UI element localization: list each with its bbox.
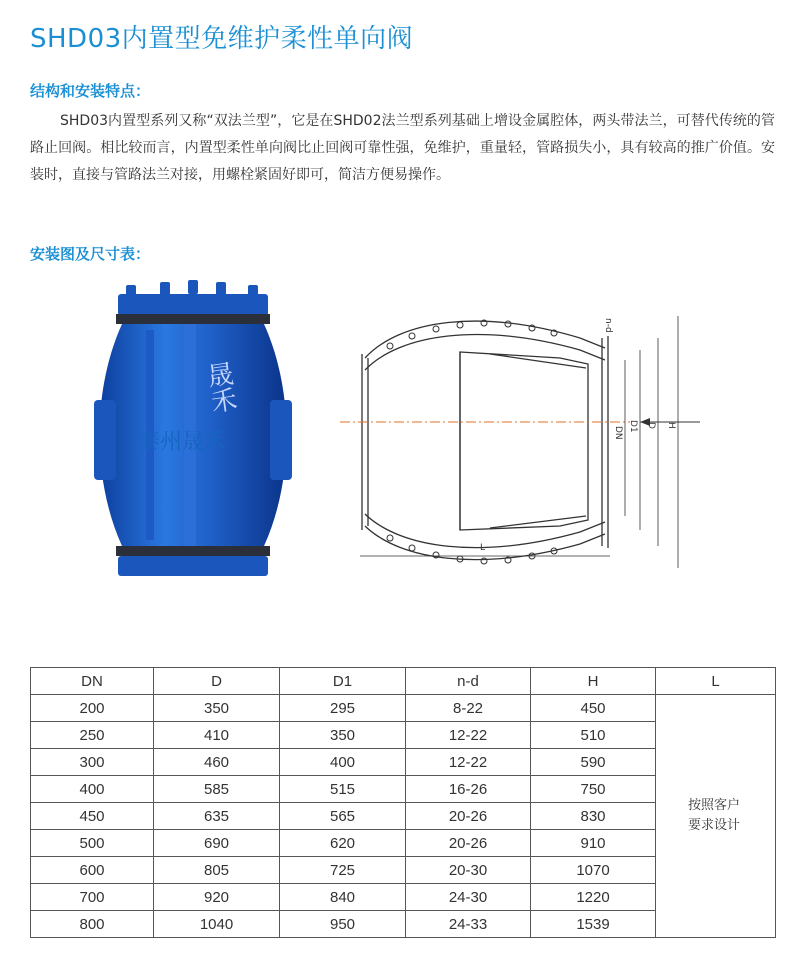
table-cell: 295	[280, 695, 406, 722]
col-d1: D1	[280, 668, 406, 695]
table-cell: 24-30	[406, 884, 531, 911]
features-heading: 结构和安装特点：	[30, 82, 151, 100]
table-cell: 500	[31, 830, 154, 857]
col-dn: DN	[31, 668, 154, 695]
table-cell: 460	[154, 749, 280, 776]
table-cell: 950	[280, 911, 406, 938]
table-cell: 510	[531, 722, 656, 749]
table-cell: 300	[31, 749, 154, 776]
l-note-line: 要求设计	[688, 818, 741, 833]
table-cell: 1040	[154, 911, 280, 938]
table-cell: 20-26	[406, 803, 531, 830]
table-cell: 410	[154, 722, 280, 749]
table-cell: 600	[31, 857, 154, 884]
table-cell: 350	[280, 722, 406, 749]
dim-L: L	[480, 543, 486, 553]
l-note-cell	[656, 695, 776, 938]
table-cell: 800	[31, 911, 154, 938]
table-cell: 450	[531, 695, 656, 722]
table-cell: 20-30	[406, 857, 531, 884]
table-cell: 24-33	[406, 911, 531, 938]
table-cell: 515	[280, 776, 406, 803]
table-cell: 840	[280, 884, 406, 911]
table-cell: 750	[531, 776, 656, 803]
table-cell: 565	[280, 803, 406, 830]
dimension-table	[30, 667, 776, 938]
table-cell: 1220	[531, 884, 656, 911]
table-cell: 700	[31, 884, 154, 911]
table-cell: 805	[154, 857, 280, 884]
table-cell: 620	[280, 830, 406, 857]
table-cell: 400	[280, 749, 406, 776]
table-header-row	[31, 668, 776, 695]
table-cell: 450	[31, 803, 154, 830]
table-cell: 725	[280, 857, 406, 884]
table-row	[31, 695, 776, 722]
table-cell: 16-26	[406, 776, 531, 803]
features-text: SHD03内置型系列又称“双法兰型”，它是在SHD02法兰型系列基础上增设金属腔体，两头带法兰，可替代传统的管路止回阀。相比较而言，内置型柔性单向阀比止回阀可靠性强，免维护，重量轻，管路损失小，具有较高的推广价值。安装时，直接与管路法兰对接，用螺栓紧固好即可，简洁方便易操作。	[30, 113, 775, 183]
table-cell: 200	[31, 695, 154, 722]
table-cell: 920	[154, 884, 280, 911]
table-cell: 12-22	[406, 722, 531, 749]
table-cell: 350	[154, 695, 280, 722]
col-h: H	[531, 668, 656, 695]
dim-nd: n-d	[603, 318, 613, 333]
table-cell: 830	[531, 803, 656, 830]
table-cell: 250	[31, 722, 154, 749]
table-cell: 20-26	[406, 830, 531, 857]
table-cell: 1070	[531, 857, 656, 884]
valve-drawing	[340, 298, 710, 588]
table-cell: 1539	[531, 911, 656, 938]
install-heading: 安装图及尺寸表：	[30, 245, 151, 263]
l-note-line: 按照客户	[688, 798, 741, 813]
dim-D: D	[646, 422, 656, 429]
dim-D1: D1	[628, 420, 638, 433]
table-cell: 690	[154, 830, 280, 857]
table-cell: 12-22	[406, 749, 531, 776]
photo-watermark: 泰州晟禾	[138, 430, 227, 455]
page-title: SHD03内置型免维护柔性单向阀	[30, 24, 414, 54]
table-cell: 585	[154, 776, 280, 803]
table-cell: 590	[531, 749, 656, 776]
col-d: D	[154, 668, 280, 695]
cast-mark: 晟禾	[201, 359, 239, 416]
dim-DN: DN	[613, 426, 623, 440]
col-nd: n-d	[406, 668, 531, 695]
col-l: L	[656, 668, 776, 695]
table-cell: 910	[531, 830, 656, 857]
table-cell: 400	[31, 776, 154, 803]
table-cell: 635	[154, 803, 280, 830]
dim-H: H	[666, 422, 676, 429]
table-cell: 8-22	[406, 695, 531, 722]
